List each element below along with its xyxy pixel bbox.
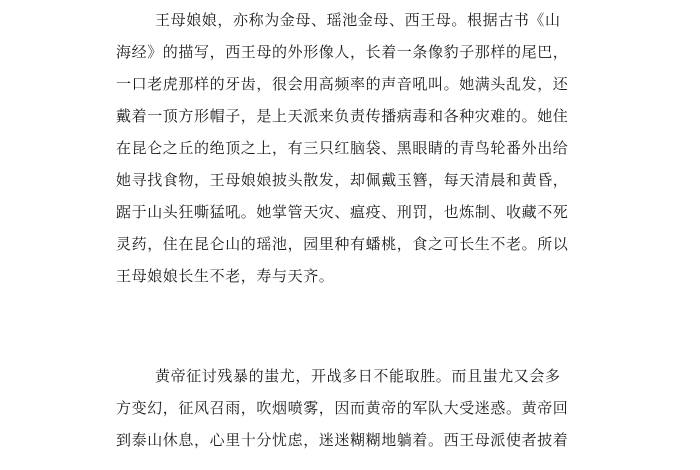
text-line: 方变幻，征风召雨，吹烟喷雾，因而黄帝的军队大受迷惑。黄帝回 [116,399,569,417]
text-line: 踞于山头狂嘶猛吼。她掌管天灾、瘟疫、刑罚，也炼制、收藏不死 [116,203,569,221]
text-line: 海经》的描写，西王母的外形像人，长着一条像豹子那样的尾巴， [116,43,569,61]
paragraph-huangdi [116,360,596,456]
text-line: 到泰山休息，心里十分忧虑，迷迷糊糊地躺着。西王母派使者披着 [116,431,569,449]
text-line: 在昆仑之丘的绝顶之上，有三只红脑袋、黑眼睛的青鸟轮番外出给 [116,139,569,157]
text-line: 一口老虎那样的牙齿，很会用高频率的声音吼叫。她满头乱发，还 [116,75,569,93]
text-line: 王母娘娘长生不老，寿与天齐。 [116,267,335,285]
text-line: 黄帝征讨残暴的蚩尤，开战多日不能取胜。而且蚩尤又会多 [155,367,561,385]
text-line: 她寻找食物，王母娘娘披头散发，却佩戴玉簪，每天清晨和黄昏， [116,171,569,189]
text-line: 王母娘娘，亦称为金母、瑶池金母、西王母。根据古书《山 [155,11,561,29]
text-line: 戴着一顶方形帽子，是上天派来负责传播病毒和各种灾难的。她住 [116,107,569,125]
paragraph-xiwangmu [116,4,596,292]
text-line: 灵药，住在昆仑山的瑶池，园里种有蟠桃，食之可长生不老。所以 [116,235,569,253]
